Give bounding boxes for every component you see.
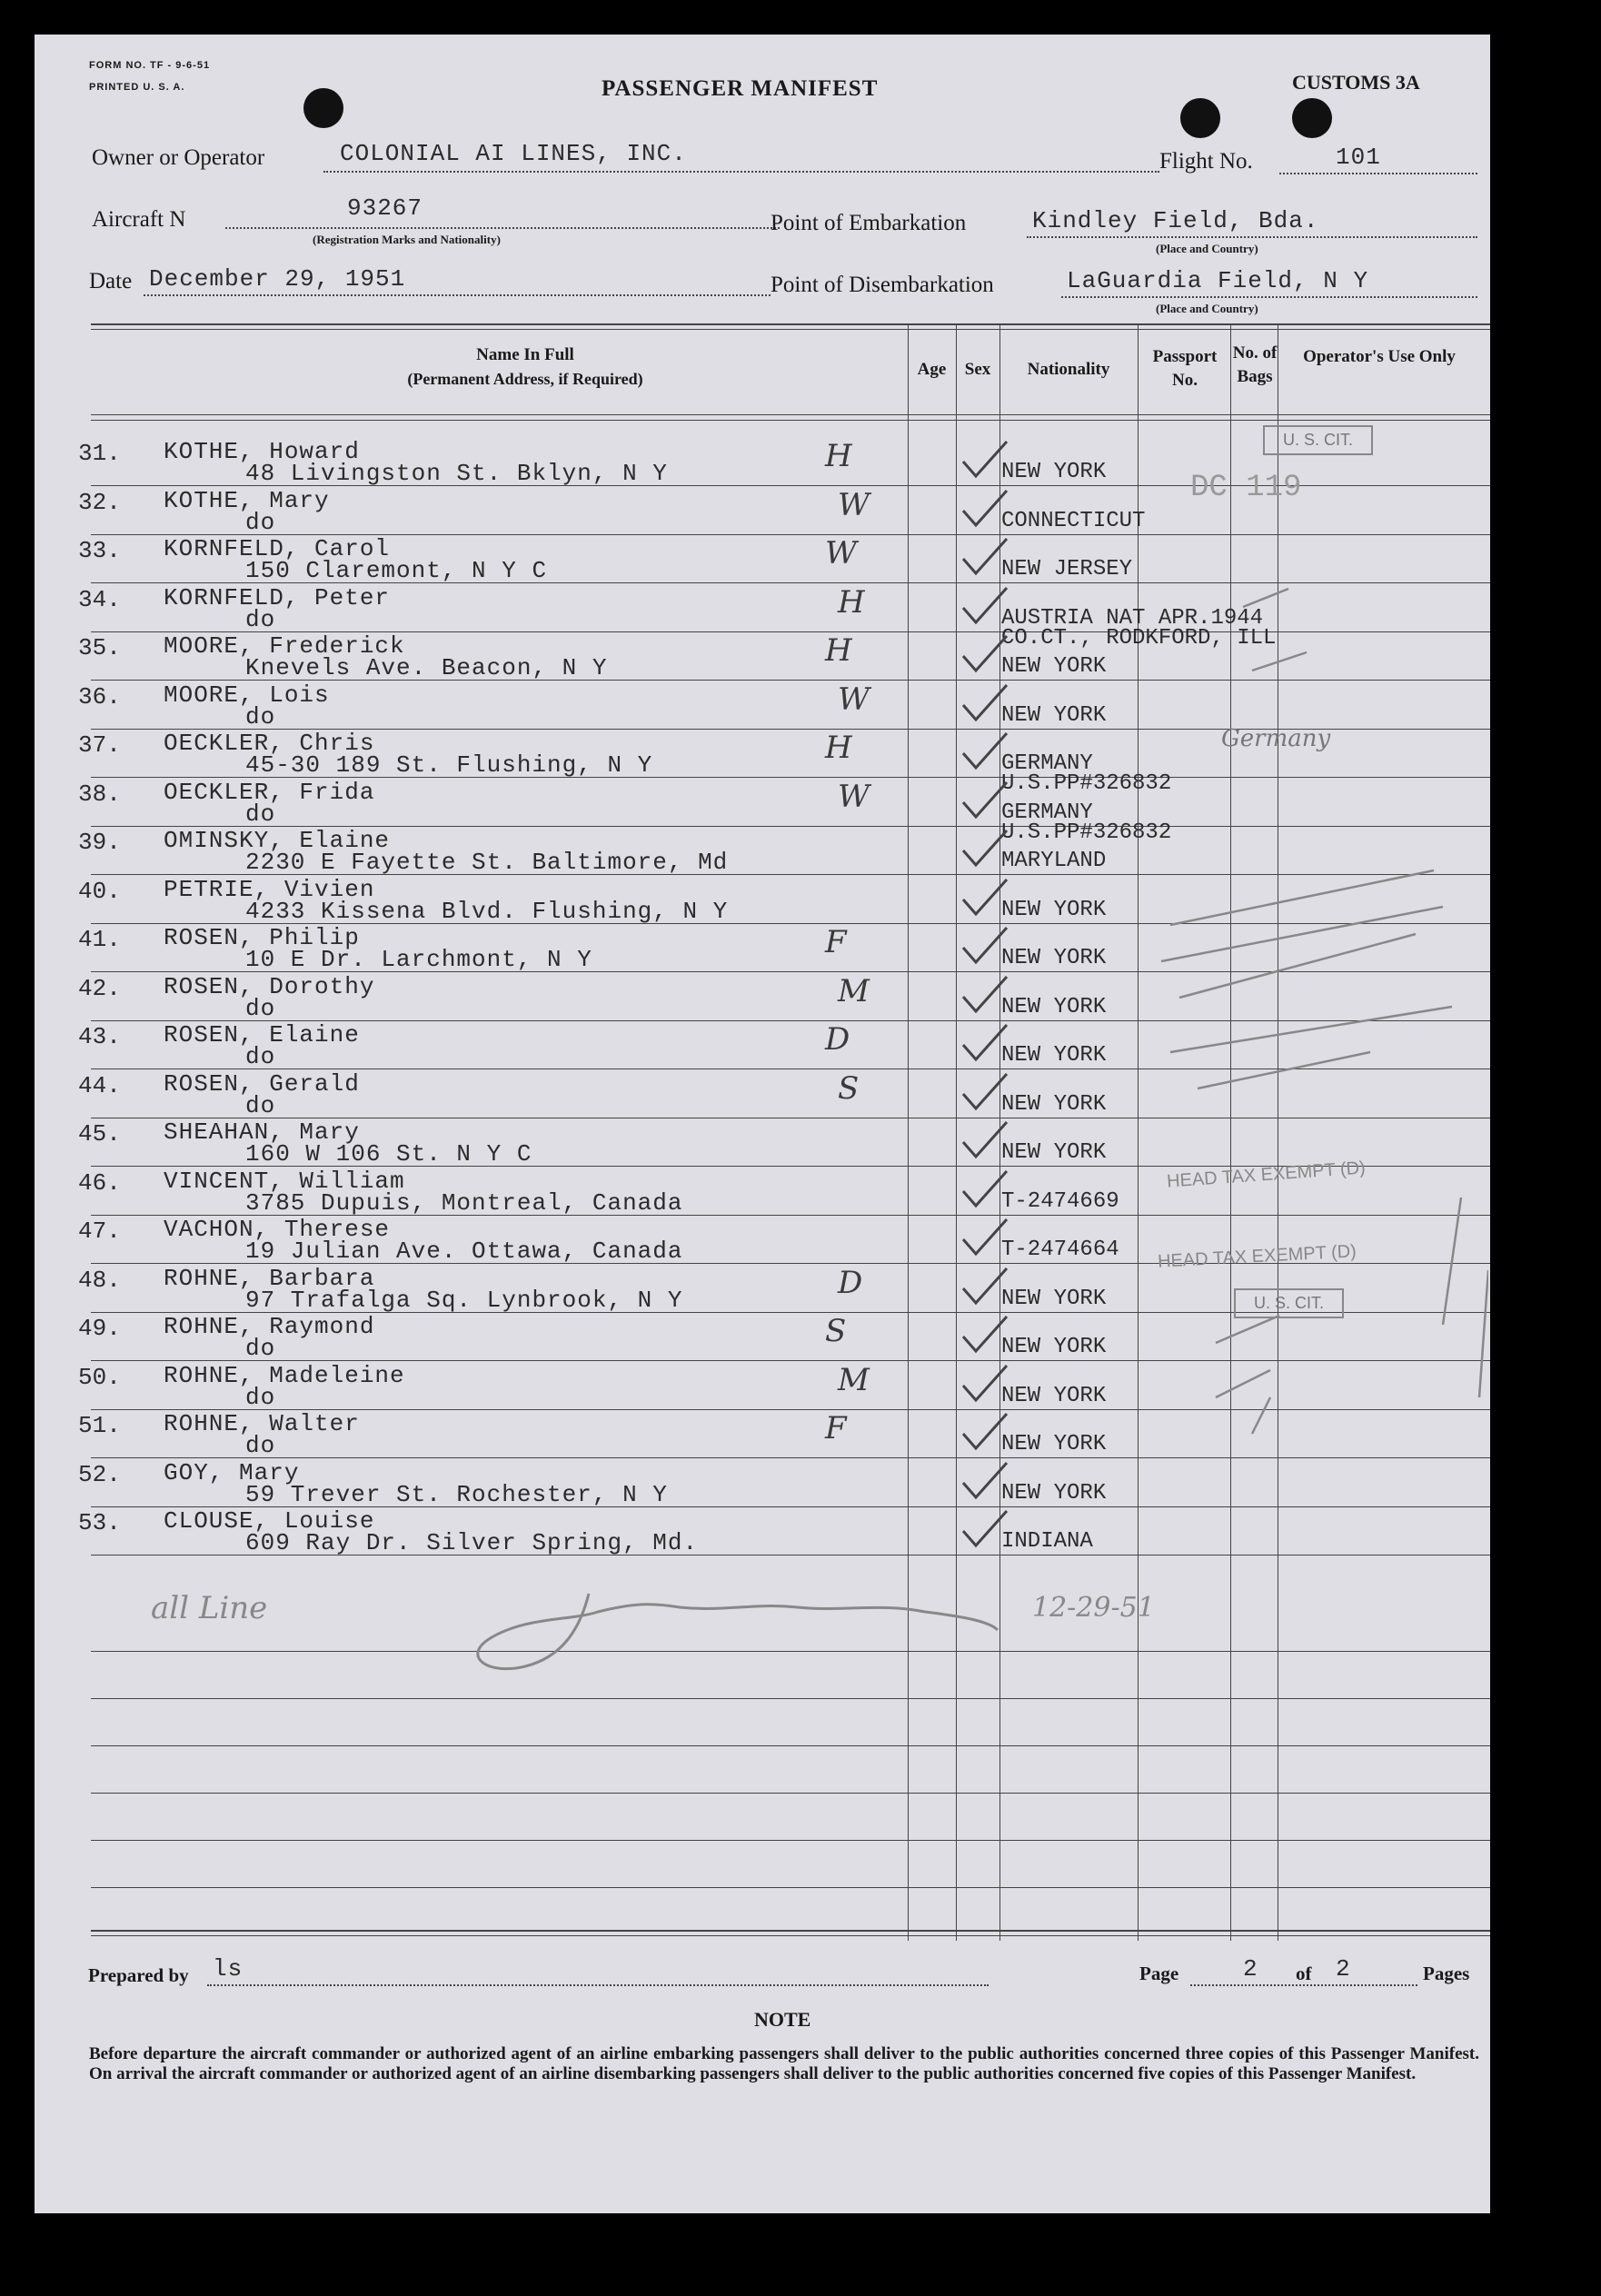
relationship-mark: D xyxy=(838,1264,863,1301)
nationality-line2: U.S.PP#326832 xyxy=(1001,771,1172,796)
checkmark-icon xyxy=(958,1216,1012,1261)
stamp-number: DC 119 xyxy=(1190,471,1302,505)
note-text: Before departure the aircraft commander or authorized agent of an airline embarking passengers shall deliver to the public authorities concerned three copies of this Passenger Manifest. On arrival the aircraft commander or authorized agent of an airline disembarking passengers shall deliver to the public authorities concerned five copies of this Passenger Manifest. xyxy=(89,2044,1479,2083)
passenger-address: do xyxy=(245,1335,276,1362)
nationality-line2: U.S.PP#326832 xyxy=(1001,820,1172,845)
blank-row-rule xyxy=(91,1698,1490,1699)
relationship-mark: W xyxy=(825,535,857,572)
oeckler-note: Germany xyxy=(1221,725,1331,752)
passenger-name: OECKLER, Frida xyxy=(164,778,375,806)
passenger-name: ROSEN, Gerald xyxy=(164,1069,360,1098)
col-sex-header: Sex xyxy=(964,360,991,379)
row-number: 39. xyxy=(78,829,121,856)
manifest-sheet xyxy=(35,35,1490,2213)
row-number: 43. xyxy=(78,1023,121,1050)
form-number: FORM NO. TF - 9-6-51 xyxy=(89,60,211,71)
passenger-address: do xyxy=(245,1043,276,1070)
nationality: NEW YORK xyxy=(1001,1335,1107,1359)
passenger-name: KORNFELD, Carol xyxy=(164,535,391,562)
relationship-mark: F xyxy=(825,924,847,960)
nationality: NEW JERSEY xyxy=(1001,557,1133,581)
relationship-mark: H xyxy=(825,632,852,669)
passenger-name: SHEAHAN, Mary xyxy=(164,1118,360,1146)
nationality-line2: CO.CT., RODKFORD, ILL xyxy=(1001,625,1277,651)
col-passport-header: Passport No. xyxy=(1152,347,1218,390)
nationality: NEW YORK xyxy=(1001,1043,1107,1068)
col-age-header: Age xyxy=(917,360,947,379)
nationality: MARYLAND xyxy=(1001,849,1107,873)
row-number: 49. xyxy=(78,1315,121,1342)
passenger-address: do xyxy=(245,994,276,1022)
checkmark-icon xyxy=(958,973,1012,1019)
passenger-name: GOY, Mary xyxy=(164,1458,300,1486)
nationality: T-2474664 xyxy=(1001,1237,1119,1262)
relationship-mark: H xyxy=(825,730,852,766)
punch-hole xyxy=(1180,98,1220,138)
relationship-mark: F xyxy=(825,1410,847,1446)
us-cit-stamp-1: U. S. CIT. xyxy=(1263,425,1373,455)
passenger-address: 48 Livingston St. Bklyn, N Y xyxy=(245,460,668,487)
form-title: PASSENGER MANIFEST xyxy=(602,76,879,101)
checkmark-icon xyxy=(958,487,1012,532)
passenger-name: PETRIE, Vivien xyxy=(164,875,375,903)
passenger-address: do xyxy=(245,508,276,536)
relationship-mark: W xyxy=(838,486,870,523)
relationship-mark: H xyxy=(825,438,852,474)
page-value: 2 xyxy=(1243,1955,1258,1983)
passenger-address: 45-30 189 St. Flushing, N Y xyxy=(245,751,653,779)
passenger-name: KOTHE, Mary xyxy=(164,486,330,514)
blank-row-rule xyxy=(91,1840,1490,1841)
relationship-mark: W xyxy=(838,681,870,718)
row-number: 48. xyxy=(78,1266,121,1294)
row-number: 47. xyxy=(78,1218,121,1245)
closing-handwriting: all Line xyxy=(151,1590,268,1626)
passenger-name: VACHON, Therese xyxy=(164,1216,391,1243)
checkmark-icon xyxy=(958,632,1012,678)
row-number: 52. xyxy=(78,1460,121,1488)
nationality: NEW YORK xyxy=(1001,1480,1107,1506)
relationship-mark: M xyxy=(838,1361,870,1398)
pencil-marks xyxy=(1143,543,1488,1634)
passenger-address: do xyxy=(245,605,276,633)
passenger-name: KORNFELD, Peter xyxy=(164,583,391,611)
head-tax-exempt-2: HEAD TAX EXEMPT (D) xyxy=(1157,1241,1357,1272)
row-number: 33. xyxy=(78,537,121,564)
date-value: December 29, 1951 xyxy=(149,265,406,293)
prepared-label: Prepared by xyxy=(88,1964,189,1986)
row-number: 38. xyxy=(78,780,121,808)
checkmark-icon xyxy=(958,1265,1012,1310)
of-label: of xyxy=(1296,1963,1312,1984)
disembark-label: Point of Disembarkation xyxy=(771,273,994,297)
flight-value: 101 xyxy=(1336,144,1381,171)
blank-row-rule xyxy=(91,1745,1490,1746)
col-name-header: Name In Full (Permanent Address, if Required) xyxy=(407,345,643,388)
prepared-value: ls xyxy=(213,1955,244,1983)
relationship-mark: W xyxy=(838,778,870,815)
passenger-name: OECKLER, Chris xyxy=(164,730,375,757)
checkmark-icon xyxy=(958,1507,1012,1553)
closing-date: 12-29-51 xyxy=(1032,1592,1155,1624)
aircraft-label: Aircraft N xyxy=(92,207,186,232)
signature xyxy=(452,1575,1016,1685)
checkmark-icon xyxy=(958,584,1012,630)
row-number: 36. xyxy=(78,682,121,711)
row-number: 34. xyxy=(78,585,121,613)
row-number: 44. xyxy=(78,1071,121,1099)
row-number: 31. xyxy=(78,440,121,467)
passenger-address: Knevels Ave. Beacon, N Y xyxy=(245,654,608,681)
checkmark-icon xyxy=(958,827,1012,872)
passenger-address: do xyxy=(245,1432,276,1459)
row-number: 40. xyxy=(78,877,121,905)
row-number: 35. xyxy=(78,634,121,661)
note-title: NOTE xyxy=(754,2008,811,2031)
checkmark-icon xyxy=(958,1410,1012,1456)
checkmark-icon xyxy=(958,876,1012,921)
passenger-address: 4233 Kissena Blvd. Flushing, N Y xyxy=(245,897,729,925)
passenger-address: 609 Ray Dr. Silver Spring, Md. xyxy=(245,1529,699,1556)
passenger-name: CLOUSE, Louise xyxy=(164,1507,375,1535)
nationality: NEW YORK xyxy=(1001,897,1107,922)
checkmark-icon xyxy=(958,535,1012,581)
blank-row-rule xyxy=(91,1793,1490,1794)
checkmark-icon xyxy=(958,779,1012,824)
date-label: Date xyxy=(89,269,133,293)
checkmark-icon xyxy=(958,1021,1012,1067)
checkmark-icon xyxy=(958,1168,1012,1213)
nationality: NEW YORK xyxy=(1001,946,1107,970)
passenger-address: 150 Claremont, N Y C xyxy=(245,557,548,584)
row-number: 41. xyxy=(78,926,121,953)
nationality: NEW YORK xyxy=(1001,994,1107,1019)
relationship-mark: S xyxy=(825,1313,847,1349)
checkmark-icon xyxy=(958,1313,1012,1358)
passenger-name: ROHNE, Madeleine xyxy=(164,1361,405,1389)
embark-value: Kindley Field, Bda. xyxy=(1032,207,1319,234)
nationality: AUSTRIA NAT APR.1944 xyxy=(1001,605,1264,631)
relationship-mark: M xyxy=(838,972,870,1009)
head-tax-exempt-1: HEAD TAX EXEMPT (D) xyxy=(1166,1158,1367,1192)
passenger-address: 97 Trafalga Sq. Lynbrook, N Y xyxy=(245,1286,683,1314)
page-label: Page xyxy=(1139,1963,1179,1984)
checkmark-icon xyxy=(958,681,1012,727)
nationality: CONNECTICUT xyxy=(1001,508,1146,533)
passenger-address: do xyxy=(245,1091,276,1119)
aircraft-sub: (Registration Marks and Nationality) xyxy=(313,233,501,246)
nationality: NEW YORK xyxy=(1001,1432,1107,1456)
nationality: T-2474669 xyxy=(1001,1188,1119,1214)
nationality: NEW YORK xyxy=(1001,654,1107,679)
nationality: NEW YORK xyxy=(1001,460,1107,484)
checkmark-icon xyxy=(958,1070,1012,1116)
col-nationality-header: Nationality xyxy=(1027,360,1110,379)
disembark-value: LaGuardia Field, N Y xyxy=(1067,267,1369,294)
disembark-place-sub: (Place and Country) xyxy=(1156,302,1258,315)
punch-hole xyxy=(1292,98,1332,138)
row-number: 45. xyxy=(78,1120,121,1148)
embark-label: Point of Embarkation xyxy=(771,211,967,235)
checkmark-icon xyxy=(958,1459,1012,1505)
passenger-name: ROSEN, Philip xyxy=(164,924,360,951)
passenger-address: do xyxy=(245,800,276,828)
nationality: NEW YORK xyxy=(1001,1140,1107,1165)
owner-label: Owner or Operator xyxy=(92,145,265,170)
embark-place-sub: (Place and Country) xyxy=(1156,242,1258,255)
nationality: GERMANY xyxy=(1001,800,1093,825)
owner-value: COLONIAL AI LINES, INC. xyxy=(340,140,687,167)
row-number: 42. xyxy=(78,974,121,1002)
customs-label: CUSTOMS 3A xyxy=(1292,71,1420,94)
nationality: INDIANA xyxy=(1001,1529,1093,1554)
passenger-name: MOORE, Frederick xyxy=(164,632,405,660)
passenger-name: MOORE, Lois xyxy=(164,681,330,709)
checkmark-icon xyxy=(958,1118,1012,1164)
nationality: GERMANY xyxy=(1001,751,1093,776)
passenger-address: 19 Julian Ave. Ottawa, Canada xyxy=(245,1237,683,1265)
of-value: 2 xyxy=(1336,1955,1351,1983)
col-operator-header: Operator's Use Only xyxy=(1303,347,1456,366)
nationality: NEW YORK xyxy=(1001,702,1107,728)
passenger-name: ROSEN, Elaine xyxy=(164,1021,360,1049)
relationship-mark: H xyxy=(838,583,865,621)
nationality: NEW YORK xyxy=(1001,1091,1107,1117)
punch-hole xyxy=(303,88,343,128)
passenger-address: 59 Trever St. Rochester, N Y xyxy=(245,1480,668,1508)
passenger-name: OMINSKY, Elaine xyxy=(164,827,391,854)
passenger-address: 2230 E Fayette St. Baltimore, Md xyxy=(245,849,729,876)
passenger-address: do xyxy=(245,702,276,731)
passenger-name: KOTHE, Howard xyxy=(164,438,360,465)
passenger-name: ROHNE, Barbara xyxy=(164,1264,375,1292)
row-number: 37. xyxy=(78,731,121,759)
checkmark-icon xyxy=(958,730,1012,775)
col-bags-header: No. of Bags xyxy=(1232,343,1278,386)
checkmark-icon xyxy=(958,438,1012,483)
passenger-name: ROHNE, Raymond xyxy=(164,1313,375,1340)
row-number: 51. xyxy=(78,1412,121,1439)
pages-label: Pages xyxy=(1423,1963,1470,1984)
checkmark-icon xyxy=(958,1362,1012,1407)
row-number: 50. xyxy=(78,1363,121,1391)
passenger-address: 160 W 106 St. N Y C xyxy=(245,1140,532,1168)
passenger-name: ROHNE, Walter xyxy=(164,1410,360,1437)
row-number: 53. xyxy=(78,1509,121,1536)
checkmark-icon xyxy=(958,924,1012,969)
passenger-address: 3785 Dupuis, Montreal, Canada xyxy=(245,1188,683,1217)
aircraft-value: 93267 xyxy=(347,194,423,222)
relationship-mark: S xyxy=(838,1069,860,1107)
nationality: NEW YORK xyxy=(1001,1286,1107,1311)
passenger-name: ROSEN, Dorothy xyxy=(164,972,375,1000)
flight-label: Flight No. xyxy=(1159,149,1253,174)
passenger-address: 10 E Dr. Larchmont, N Y xyxy=(245,946,592,973)
row-number: 46. xyxy=(78,1168,121,1197)
passenger-address: do xyxy=(245,1383,276,1411)
us-cit-stamp-2: U. S. CIT. xyxy=(1234,1288,1344,1318)
blank-row-rule xyxy=(91,1887,1490,1888)
row-number: 32. xyxy=(78,488,121,516)
relationship-mark: D xyxy=(825,1021,850,1058)
printed-label: PRINTED U. S. A. xyxy=(89,82,185,93)
passenger-name: VINCENT, William xyxy=(164,1167,405,1195)
nationality: NEW YORK xyxy=(1001,1383,1107,1408)
